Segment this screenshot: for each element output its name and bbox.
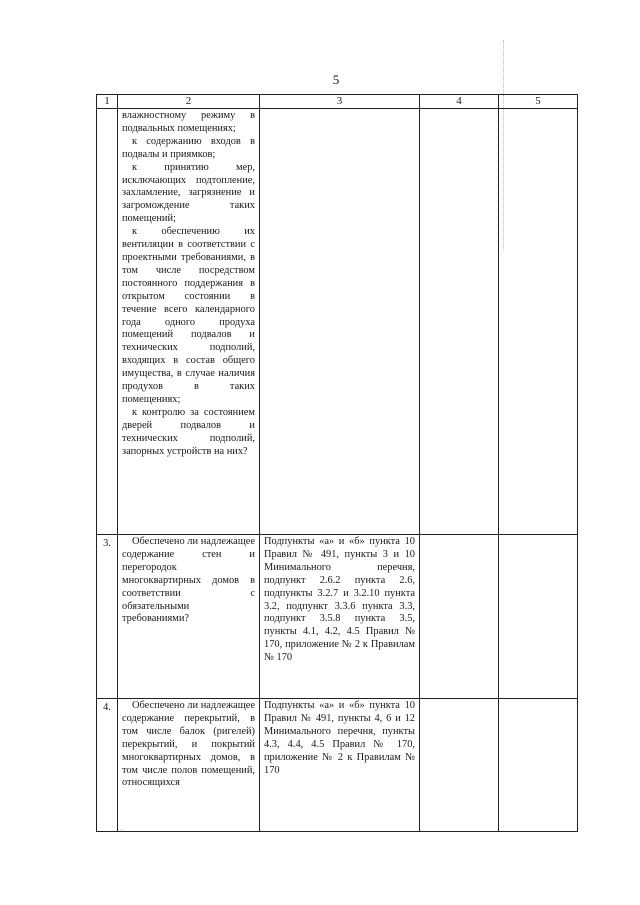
col4-cell	[420, 109, 499, 535]
header-cell: 1	[97, 95, 118, 109]
col5-cell	[499, 109, 578, 535]
question-text: к содержанию входов в подвалы и приямков;	[122, 135, 255, 160]
question-cell	[118, 109, 260, 535]
page-number: 5	[332, 72, 340, 87]
table-row	[97, 535, 578, 699]
header-cell: 3	[260, 95, 420, 109]
reference-cell	[260, 109, 420, 535]
question-text: влажностному режиму в подвальных помещениях;	[122, 110, 255, 134]
header-cell: 4	[420, 95, 499, 109]
col5-cell	[499, 535, 578, 699]
checklist-table	[96, 94, 578, 832]
col4-cell	[420, 699, 499, 832]
row-number: 3.	[97, 535, 118, 699]
question-text: Обеспечено ли надлежащее содержание стен и перегородок многоквартирных домов в соответствии с обязательными требованиями?	[122, 536, 255, 625]
question-text: к обеспечению их вентиляции в соответствии с проектными требованиями, в том числе посредством постоянного поддержания в открытом состоянии в течение всего календарного года одного продуха помещений подвалов и технических подполий, входящих в состав общего имущества, в случае наличия продухов в таких помещениях;	[122, 226, 255, 405]
question-cell	[118, 535, 260, 699]
table-row	[97, 699, 578, 832]
reference-cell: Подпункты «а» и «б» пункта 10 Правил № 491, пункты 3 и 10 Минимального перечня, подпункт 2.6.2 пункта 2.6, подпункты 3.2.7 и 3.2.10 пункта 3.2, подпункт 3.3.6 пункта 3.3, подпункт 3.5.8 пункта 3.5, пункты 4.1, 4.2, 4.5 Правил № 170, приложение № 2 к Правилам № 170	[260, 535, 420, 699]
header-cell: 2	[118, 95, 260, 109]
row-number: 4.	[97, 699, 118, 832]
header-cell: 5	[499, 95, 578, 109]
row-number	[97, 109, 118, 535]
scan-artifact: '	[121, 828, 123, 838]
col4-cell	[420, 535, 499, 699]
question-text: Обеспечено ли надлежащее содержание перекрытий, в том числе балок (ригелей) перекрытий, и покрытий многоквартирных домов, в том числе полов помещений, относящихся	[122, 700, 255, 789]
reference-cell: Подпункты «а» и «б» пункта 10 Правил № 491, пункты 4, 6 и 12 Минимального перечня, пункты 4.3, 4.4, 4.5 Правил № 170, приложение № 2 к Правилам № 170	[260, 699, 420, 832]
table-row	[97, 109, 578, 535]
question-text: к контролю за состоянием дверей подвалов и технических подполий, запорных устройств на них?	[122, 406, 255, 457]
table-header-row	[97, 95, 578, 109]
question-text: к принятию мер, исключающих подтопление, захламление, загрязнение и загромождение таких помещений;	[122, 161, 255, 225]
col5-cell	[499, 699, 578, 832]
question-cell	[118, 699, 260, 832]
